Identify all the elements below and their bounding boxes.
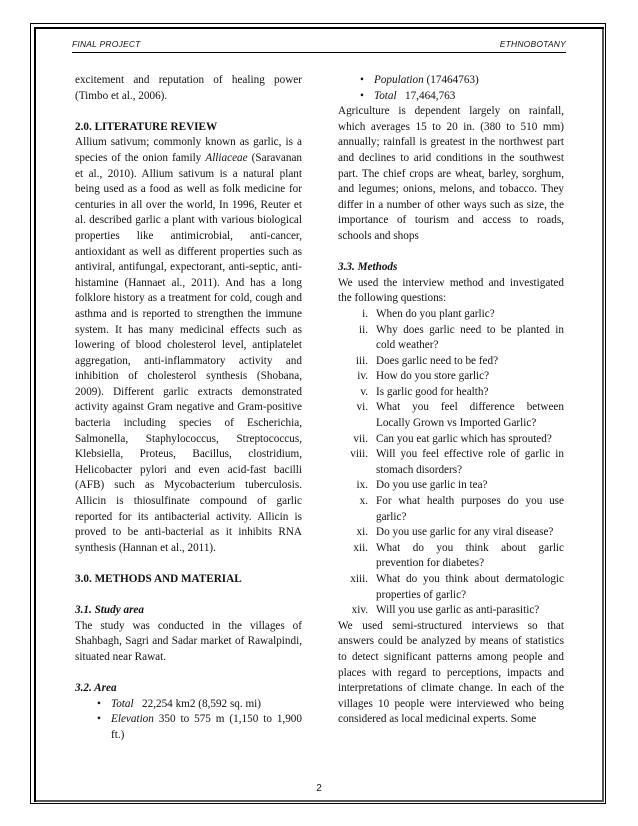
right-column bbox=[338, 73, 564, 728]
intro-paragraph: excitement and reputation of healing power (Timbo et al., 2006). bbox=[75, 74, 302, 102]
list-item: ii. Why does garlic need to be planted in cold weather? bbox=[358, 323, 564, 352]
interview-questions-list bbox=[338, 307, 564, 619]
list-item: i. When do you plant garlic? bbox=[362, 307, 495, 320]
list-item: viii. Will you feel effective role of garlic in stomach disorders? bbox=[350, 448, 564, 476]
list-item: xii. What do you think about garlic prevention for diabetes? bbox=[353, 541, 564, 570]
list-item: • Total 22,254 km2 (8,592 sq. mi) bbox=[75, 697, 302, 713]
methods-intro-paragraph: We used the interview method and investigated the following questions: bbox=[338, 276, 564, 305]
list-item: xi. Do you use garlic for any viral disease? bbox=[356, 526, 554, 539]
header-right: ETHNOBOTANY bbox=[499, 39, 566, 49]
left-column bbox=[75, 73, 302, 744]
running-header bbox=[72, 39, 566, 49]
header-left: FINAL PROJECT bbox=[72, 39, 141, 49]
study-area-paragraph: The study was conducted in the villages of Shahbagh, Sagri and Sadar market of Rawalpindi, situated near Rawat. bbox=[75, 619, 302, 663]
list-item: iii. Does garlic need to be fed? bbox=[355, 354, 499, 367]
literature-review-paragraph: Allium sativum; commonly known as garlic, is a species of the onion family Alliaceae (Saravanan et al., 2010). Allium sativum is a natural plant being used as a food as well as folk medicine for centuries in all over the world, In 1996, Reuter et al. described garlic a plant with various biological properties like antimicrobial, anti-cancer, antioxidant as well as different properties such as antiviral, antifungal, expectorant, anti-septic, anti-histamine (Hannaet al., 2011). And has a long folklore history as a treatment for cold, cough and asthma and is reported to strengthen the immune system. It has many medicinal effects such as lowering of blood cholesterol level, antiplatelet aggregation, anti-inflammatory activity and inhibition of cholesterol synthesis (Shobana, 2009). Different garlic extracts demonstrated activity against Gram negative and Gram-positive bacteria including species of Escherichia, Salmonella, Staphylococcus, Streptococcus, Klebsiella, Proteus, Bacillus, clostridium, Helicobacter pylori and even acid-fast bacilli (AFB) such as Mycobacterium tuberculosis. Allicin is thiosulfinate compound of garlic reported for its antibacterial activity. Allicin is proved to be anti-bacterial as it inhibits RNA synthesis (Hannan et al., 2011). bbox=[75, 136, 302, 554]
area-heading: 3.2. Area bbox=[75, 682, 117, 695]
header-rule bbox=[72, 52, 566, 53]
list-item: ix. Do you use garlic in tea? bbox=[356, 479, 488, 492]
methods-heading: 3.3. Methods bbox=[338, 261, 398, 274]
methods-material-heading: 3.0. METHODS AND MATERIAL bbox=[75, 573, 242, 585]
list-item: xiv. Will you use garlic as anti-parasitic? bbox=[351, 604, 540, 617]
list-item: • Total 17,464,763 bbox=[338, 89, 564, 105]
study-area-heading: 3.1. Study area bbox=[75, 604, 144, 617]
list-item: • Population (17464763) bbox=[338, 73, 564, 89]
literature-review-heading: 2.0. LITERATURE REVIEW bbox=[75, 120, 218, 133]
population-bullet-list bbox=[338, 73, 564, 104]
page-number: 2 bbox=[316, 783, 322, 794]
agriculture-paragraph: Agriculture is dependent largely on rainfall, which averages 15 to 20 in. (380 to 510 mm) annually; rainfall is greatest in the northwest part and declines to arid conditions in the southwest part. The chief crops are wheat, barley, sorghum, and legumes; onions, melons, and tobacco. They differ in a number of other ways such as size, the importance of tourism and access to roads, schools and shops bbox=[338, 105, 564, 242]
list-item: vi. What you feel difference between Locally Grown vs Imported Garlic? bbox=[356, 401, 564, 430]
closing-paragraph: We used semi-structured interviews so that answers could be analyzed by means of statistics to detect significant patterns among people and places with regard to perceptions, impacts and interpretations of climate change. In each of the villages 10 people were interviewed who being considered as local medicinal experts. Some bbox=[338, 619, 564, 726]
list-item: iv. How do you store garlic? bbox=[357, 370, 490, 383]
list-item: xiii. What do you think about dermatologic properties of garlic? bbox=[350, 573, 564, 601]
area-bullet-list bbox=[75, 697, 302, 744]
list-item: v. Is garlic good for health? bbox=[360, 385, 489, 398]
list-item: x. For what health purposes do you use garlic? bbox=[359, 495, 564, 523]
list-item: vii. Can you eat garlic which has sprouted? bbox=[353, 432, 552, 445]
list-item: • Elevation 350 to 575 m (1,150 to 1,900 ft.) bbox=[75, 712, 302, 743]
